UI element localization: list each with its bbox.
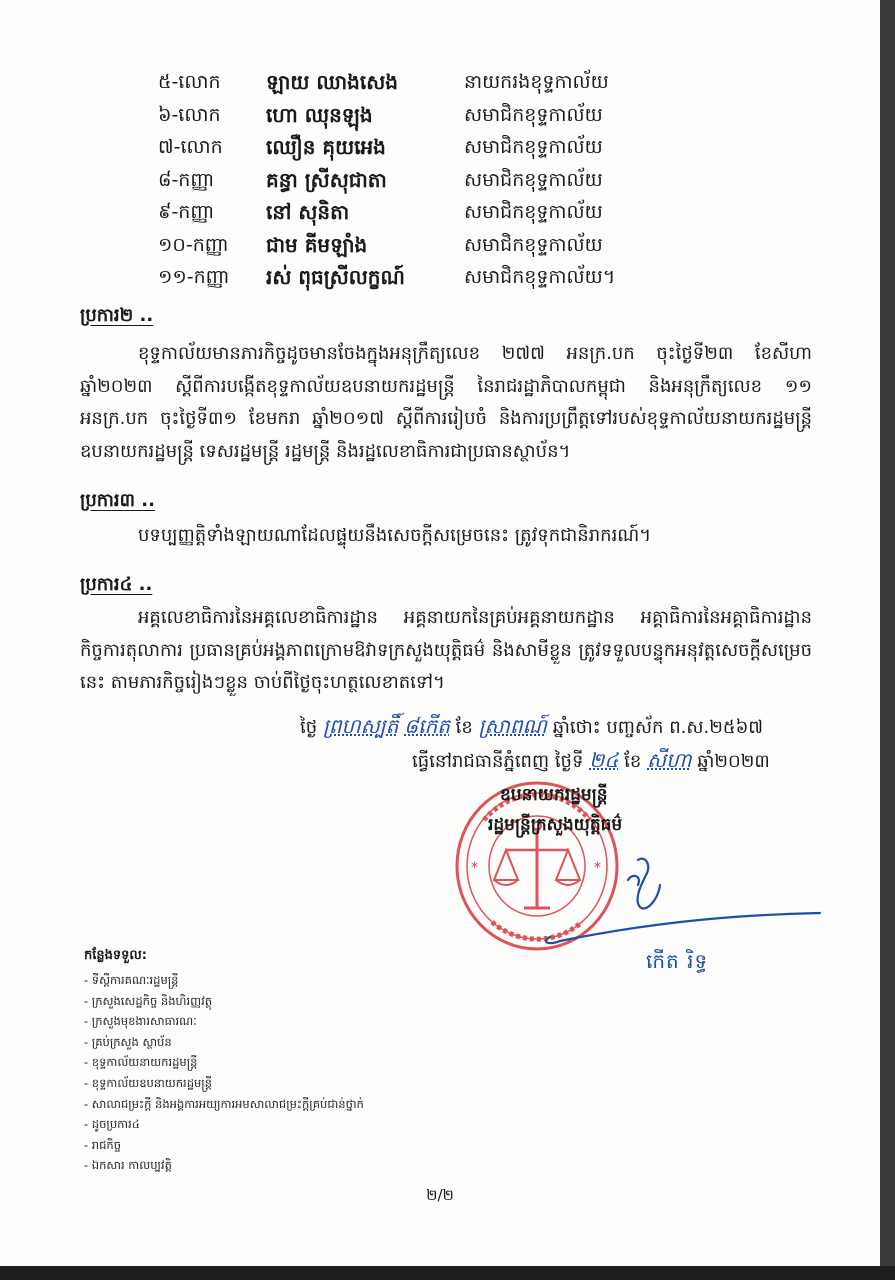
list-item (158, 229, 818, 262)
article-3-text: បទប្បញ្ញត្តិទាំងឡាយណាដែលផ្ទុយនឹងសេចក្តីសម្រេចនេះ ត្រូវទុកជានិរាករណ៍។ (138, 525, 652, 546)
member-number: ៨-កញ្ញា (158, 168, 215, 191)
article-2-heading: ប្រការ២ .. (80, 305, 154, 326)
svg-text:*: * (594, 860, 601, 876)
handwritten-lunar-month: ស្រាពណ៍ (478, 714, 547, 738)
list-item (158, 66, 818, 99)
handwritten-lunar-day: ៨កើត (404, 714, 450, 738)
page-number: ២/២ (426, 1186, 454, 1204)
list-item: - ទីស្តីការគណៈរដ្ឋមន្ត្រី (84, 973, 179, 987)
year-text: ឆ្នាំថោះ បញ្ចស័ក ព.ស.២៥៦៧ (552, 717, 764, 738)
list-item (158, 164, 818, 197)
article-3-heading: ប្រការ៣ .. (80, 490, 155, 511)
list-item: - សាលាជម្រះក្តី និងអង្គការអយ្យការអមសាលាជម្រះក្តីគ្រប់ជាន់ថ្នាក់ (84, 1096, 364, 1111)
member-name: ឈឿន គុយអេង (266, 135, 386, 159)
list-item: - ដូចប្រការ៤ (84, 1117, 140, 1132)
signature-icon (520, 845, 830, 955)
handwritten-month: សីហា (647, 748, 692, 772)
handwritten-day: ២៤ (589, 748, 619, 772)
article-4-heading: ប្រការ៤ .. (80, 574, 153, 595)
list-item (158, 261, 818, 294)
handwritten-weekday: ព្រហស្បតិ៍ (322, 714, 399, 738)
list-item: - ខុទ្ទកាល័យនាយករដ្ឋមន្ត្រី (84, 1055, 198, 1070)
member-list (158, 66, 818, 294)
list-item: - រាជកិច្ច (84, 1137, 122, 1152)
member-number: ៩-កញ្ញា (158, 201, 215, 223)
member-number: ១១-កញ្ញា (158, 266, 230, 288)
member-number: ៧-លោក (158, 136, 223, 158)
year-text: ឆ្នាំ២០២៣ (697, 751, 770, 772)
member-role: សមាជិកខុទ្ទកាល័យ (464, 103, 603, 126)
solar-date-line (412, 746, 812, 776)
page-edge-shadow (0, 1266, 895, 1280)
place-date-prefix: ធ្វើនៅរាជធានីភ្នំពេញ ថ្ងៃទី (412, 751, 584, 772)
article-4-text: អគ្គលេខាធិការនៃអគ្គលេខាធិការដ្ឋាន អគ្គនាយកនៃគ្រប់អគ្គនាយកដ្ឋាន អគ្គាធិការនៃអគ្គាធិការដ្ឋាន កិច្ចការតុលាការ ប្រធានគ្រប់អង្គភាពក្រោមឱវាទក្រសួងយុត្តិធម៌ និងសាមីខ្លួន ត្រូវទទួលបន្ទុកអនុវត្តសេចក្តីសម្រេចនេះ តាមភារកិច្ចរៀងៗខ្លួន ចាប់ពីថ្ងៃចុះហត្ថលេខាតទៅ។ (80, 607, 812, 693)
list-item (158, 99, 818, 132)
date-prefix: ថ្ងៃ (300, 717, 318, 738)
list-item: - ឯកសារ កាលប្បវត្តិ (84, 1158, 172, 1173)
recipient-list-title: កន្លែងទទួល: (84, 948, 147, 963)
member-role: សមាជិកខុទ្ទកាល័យ (464, 233, 603, 256)
lunar-date-line (300, 712, 812, 742)
member-name: ឡាយ ឈាងសេង (266, 70, 398, 94)
member-role: សមាជិកខុទ្ទកាល័យ (464, 168, 603, 191)
signatory-ministry: រដ្ឋមន្ត្រីក្រសួងយុត្តិធម៌ (488, 815, 623, 835)
member-name: រស់ ពុធស្រីលក្ខណ៍ (266, 265, 405, 289)
list-item (158, 196, 818, 229)
list-item: - ខុទ្ទកាល័យឧបនាយករដ្ឋមន្ត្រី (84, 1075, 213, 1090)
member-name: គន្ធា ស្រីសុជាតា (266, 167, 387, 192)
member-role: សមាជិកខុទ្ទកាល័យ (464, 136, 603, 158)
member-name: ជាម គីមឡាំង (266, 232, 368, 257)
list-item: - ក្រសួងសេដ្ឋកិច្ច និងហិរញ្ញវត្ថុ (84, 993, 213, 1008)
member-number: ៥-លោក (158, 71, 221, 93)
page-edge-shadow (880, 0, 895, 1280)
member-role: នាយករងខុទ្ទកាល័យ (464, 71, 609, 93)
article-2-text: ខុទ្ទកាល័យមានភារកិច្ចដូចមានចែងក្នុងអនុក្រឹត្យលេខ ២៧៧ អនក្រ.បក ចុះថ្ងៃទី២៣ ខែសីហា ឆ្នាំ២០២៣ ស្តីពីការបង្កើតខុទ្ទកាល័យឧបនាយករដ្ឋមន្ត្រី នៃរាជរដ្ឋាភិបាលកម្ពុជា និងអនុក្រឹត្យលេខ ១១ អនក្រ.បក ចុះថ្ងៃទី៣១ ខែមករា ឆ្នាំ២០១៧ ស្តីពីការរៀបចំ និងការប្រព្រឹត្តទៅរបស់ខុទ្ទកាល័យនាយករដ្ឋមន្ត្រី ឧបនាយករដ្ឋមន្ត្រី ទេសរដ្ឋមន្ត្រី រដ្ឋមន្ត្រី និងរដ្ឋលេខាធិការជាប្រធានស្ថាប័ន។ (80, 343, 812, 462)
member-role: សមាជិកខុទ្ទកាល័យ (464, 201, 603, 223)
member-name: នៅ សុនិតា (266, 200, 350, 224)
recipient-list (84, 947, 484, 1176)
list-item (158, 131, 818, 164)
member-name: ហោ ឈុនឡុង (266, 102, 373, 127)
svg-text:*: * (471, 860, 478, 876)
member-role: សមាជិកខុទ្ទកាល័យ។ (464, 266, 616, 288)
list-item: - គ្រប់ក្រសួង ស្ថាប័ន (84, 1034, 172, 1049)
month-label: ខែ (624, 751, 642, 772)
list-item: - ក្រសួងមុខងារសាធារណៈ (84, 1014, 197, 1029)
signatory-title: ឧបនាយករដ្ឋមន្ត្រី (500, 785, 608, 805)
signatory-name: កើត រិទ្ធ (646, 949, 709, 973)
member-number: ១០-កញ្ញា (158, 233, 229, 256)
month-label: ខែ (455, 717, 473, 738)
member-number: ៦-លោក (158, 103, 221, 126)
